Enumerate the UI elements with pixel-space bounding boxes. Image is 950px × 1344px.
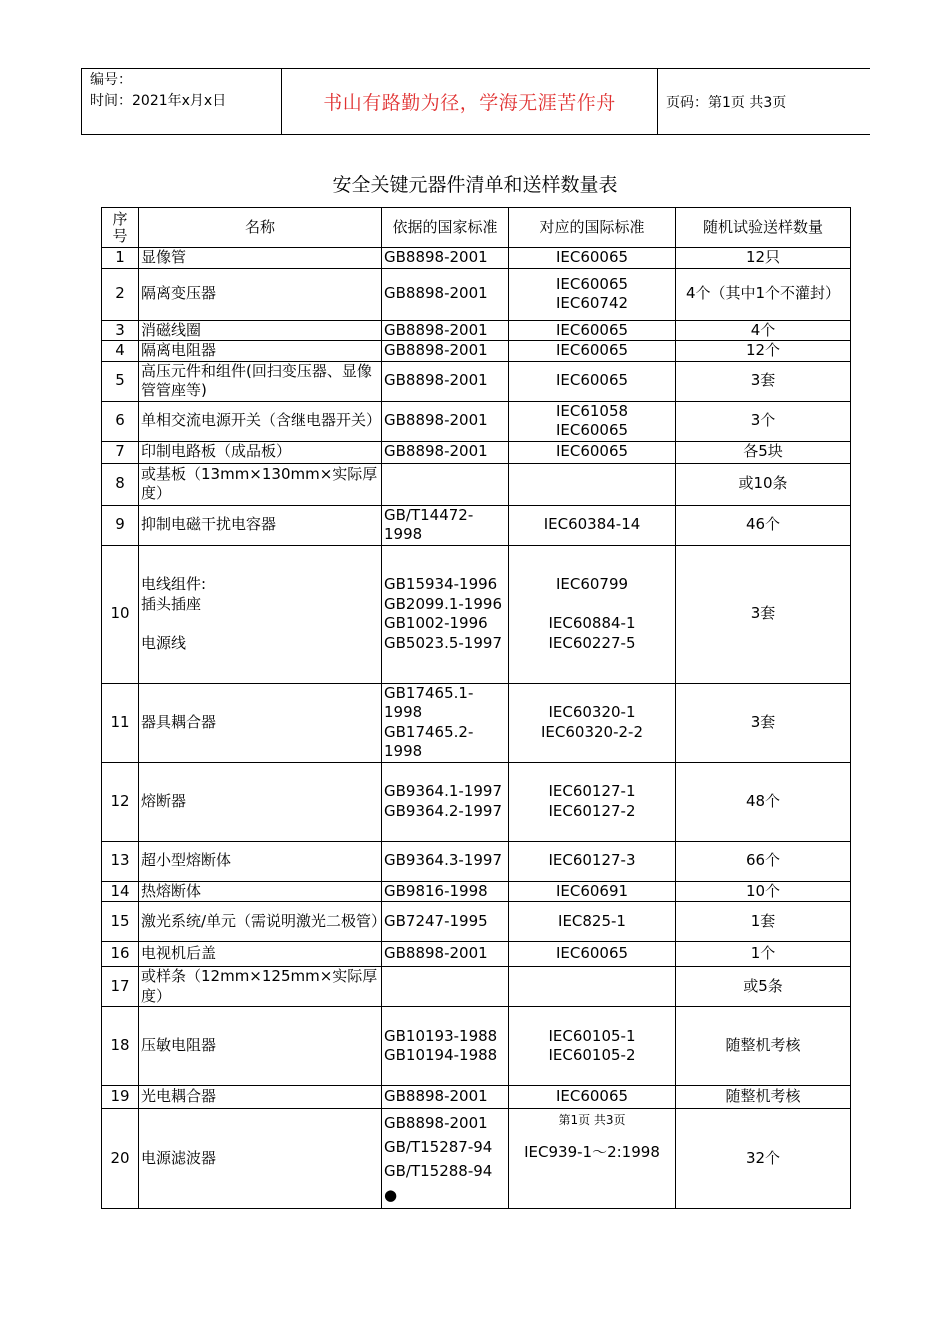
- table-row: [102, 248, 851, 269]
- table-row: [102, 401, 851, 441]
- row-iec: IEC60127-3: [509, 841, 676, 881]
- row-iec: IEC60105-1 IEC60105-2: [509, 1007, 676, 1086]
- table-row: [102, 463, 851, 505]
- row-gb: GB8898-2001: [382, 441, 509, 463]
- row-name: 熔断器: [139, 762, 382, 841]
- row-iec: IEC60065: [509, 942, 676, 967]
- table-row: [102, 1109, 851, 1209]
- row-iec: IEC60799 IEC60884-1 IEC60227-5: [509, 545, 676, 683]
- row-no: 11: [102, 683, 139, 762]
- row-name: 或样条（12mm×125mm×实际厚度）: [139, 967, 382, 1007]
- row-gb: GB15934-1996 GB2099.1-1996 GB1002-1996 GB5023.5-1997: [382, 545, 509, 683]
- row-no: 7: [102, 441, 139, 463]
- row-qty: 66个: [676, 841, 851, 881]
- row-no: 14: [102, 881, 139, 902]
- row-gb: GB8898-2001: [382, 942, 509, 967]
- row-iec: [509, 1109, 676, 1209]
- row-gb: GB/T14472-1998: [382, 505, 509, 545]
- row-gb: [382, 967, 509, 1007]
- document-header: [81, 68, 870, 135]
- page-title: 安全关键元器件清单和送样数量表: [332, 174, 618, 196]
- row-name: 超小型熔断体: [139, 841, 382, 881]
- row-iec: IEC60065: [509, 248, 676, 269]
- row-qty: 随整机考核: [676, 1007, 851, 1086]
- row-iec: IEC61058 IEC60065: [509, 401, 676, 441]
- header-name: 名称: [139, 208, 382, 248]
- row-name: 激光系统/单元（需说明激光二极管）: [139, 902, 382, 942]
- header-meta: [82, 69, 282, 134]
- table-header-row: [102, 208, 851, 248]
- row-no: 19: [102, 1086, 139, 1109]
- header-iec: 对应的国际标准: [509, 208, 676, 248]
- row-qty: 1套: [676, 902, 851, 942]
- header-motto: 书山有路勤为径，学海无涯苦作舟: [282, 69, 658, 134]
- row-qty: 4个（其中1个不灌封）: [676, 268, 851, 320]
- table-row: [102, 441, 851, 463]
- table-row: [102, 967, 851, 1007]
- header-page-info: 页码：第1页 共3页: [666, 94, 787, 111]
- row-qty: 随整机考核: [676, 1086, 851, 1109]
- row-iec: IEC60065: [509, 361, 676, 401]
- row-name: 显像管: [139, 248, 382, 269]
- table-row: [102, 902, 851, 942]
- row-name: 热熔断体: [139, 881, 382, 902]
- number-label: 编号：: [90, 72, 132, 88]
- row-gb: GB8898-2001: [382, 341, 509, 362]
- row-no: 20: [102, 1109, 139, 1209]
- components-table: [101, 207, 851, 1209]
- row-iec: [509, 463, 676, 505]
- row-qty: 或5条: [676, 967, 851, 1007]
- row-qty: 12个: [676, 341, 851, 362]
- table-row: [102, 268, 851, 320]
- row-name: 高压元件和组件(回扫变压器、显像管管座等): [139, 361, 382, 401]
- header-gb: 依据的国家标准: [382, 208, 509, 248]
- row-no: 6: [102, 401, 139, 441]
- table-row: [102, 505, 851, 545]
- row-gb: GB8898-2001: [382, 401, 509, 441]
- time-label: 时间：2021年x月x日: [90, 93, 227, 109]
- row-gb: GB8898-2001: [382, 361, 509, 401]
- row-name: 单相交流电源开关（含继电器开关）: [139, 401, 382, 441]
- page-number-note: 第1页 共3页: [558, 1113, 626, 1127]
- table-row: [102, 942, 851, 967]
- row-gb: GB8898-2001: [382, 320, 509, 341]
- row-gb: GB7247-1995: [382, 902, 509, 942]
- row-iec: IEC60384-14: [509, 505, 676, 545]
- row-no: 13: [102, 841, 139, 881]
- row-name: 隔离变压器: [139, 268, 382, 320]
- row-name: 抑制电磁干扰电容器: [139, 505, 382, 545]
- row-iec: IEC60127-1 IEC60127-2: [509, 762, 676, 841]
- header-qty: 随机试验送样数量: [676, 208, 851, 248]
- row-gb: GB10193-1988 GB10194-1988: [382, 1007, 509, 1086]
- table-row: [102, 341, 851, 362]
- row-no: 3: [102, 320, 139, 341]
- row-name: 电源滤波器: [139, 1109, 382, 1209]
- row-no: 5: [102, 361, 139, 401]
- table-row: [102, 545, 851, 683]
- row-name: 电线组件: 插头插座 电源线: [139, 545, 382, 683]
- row-gb: GB8898-2001: [382, 248, 509, 269]
- row-qty: 32个: [676, 1109, 851, 1209]
- row-iec: IEC825-1: [509, 902, 676, 942]
- row-no: 15: [102, 902, 139, 942]
- row-iec-text: IEC939-1～2:1998: [524, 1142, 660, 1161]
- row-no: 17: [102, 967, 139, 1007]
- row-qty: 1个: [676, 942, 851, 967]
- table-row: [102, 762, 851, 841]
- table-row: [102, 1007, 851, 1086]
- row-no: 1: [102, 248, 139, 269]
- row-iec: IEC60691: [509, 881, 676, 902]
- row-iec: IEC60065: [509, 441, 676, 463]
- row-gb: GB8898-2001: [382, 1086, 509, 1109]
- row-qty: 或10条: [676, 463, 851, 505]
- header-no: 序 号: [102, 208, 139, 248]
- row-qty: 10个: [676, 881, 851, 902]
- row-name: 消磁线圈: [139, 320, 382, 341]
- row-no: 16: [102, 942, 139, 967]
- row-name: 或基板（13mm×130mm×实际厚度）: [139, 463, 382, 505]
- row-iec: IEC60065 IEC60742: [509, 268, 676, 320]
- row-iec: IEC60065: [509, 1086, 676, 1109]
- row-no: 8: [102, 463, 139, 505]
- table-row: [102, 1086, 851, 1109]
- row-no: 18: [102, 1007, 139, 1086]
- row-gb: GB17465.1-1998 GB17465.2-1998: [382, 683, 509, 762]
- row-gb: GB8898-2001: [382, 268, 509, 320]
- row-gb: GB9364.3-1997: [382, 841, 509, 881]
- table-row: [102, 683, 851, 762]
- row-gb: [382, 463, 509, 505]
- row-gb: GB9816-1998: [382, 881, 509, 902]
- row-name: 隔离电阻器: [139, 341, 382, 362]
- row-name: 光电耦合器: [139, 1086, 382, 1109]
- row-no: 10: [102, 545, 139, 683]
- table-row: [102, 841, 851, 881]
- row-qty: 46个: [676, 505, 851, 545]
- row-iec: [509, 967, 676, 1007]
- table-row: [102, 881, 851, 902]
- row-no: 4: [102, 341, 139, 362]
- row-gb: GB8898-2001 GB/T15287-94 GB/T15288-94 ●: [382, 1109, 509, 1209]
- row-qty: 12只: [676, 248, 851, 269]
- row-no: 12: [102, 762, 139, 841]
- row-qty: 3套: [676, 683, 851, 762]
- row-iec: IEC60065: [509, 341, 676, 362]
- row-qty: 48个: [676, 762, 851, 841]
- row-qty: 3套: [676, 545, 851, 683]
- row-qty: 4个: [676, 320, 851, 341]
- row-name: 电视机后盖: [139, 942, 382, 967]
- row-no: 9: [102, 505, 139, 545]
- row-iec: IEC60065: [509, 320, 676, 341]
- row-qty: 3个: [676, 401, 851, 441]
- row-name: 压敏电阻器: [139, 1007, 382, 1086]
- row-qty: 3套: [676, 361, 851, 401]
- row-name: 印制电路板（成品板）: [139, 441, 382, 463]
- row-qty: 各5块: [676, 441, 851, 463]
- row-name: 器具耦合器: [139, 683, 382, 762]
- table-row: [102, 361, 851, 401]
- row-iec: IEC60320-1 IEC60320-2-2: [509, 683, 676, 762]
- row-no: 2: [102, 268, 139, 320]
- row-gb: GB9364.1-1997 GB9364.2-1997: [382, 762, 509, 841]
- table-row: [102, 320, 851, 341]
